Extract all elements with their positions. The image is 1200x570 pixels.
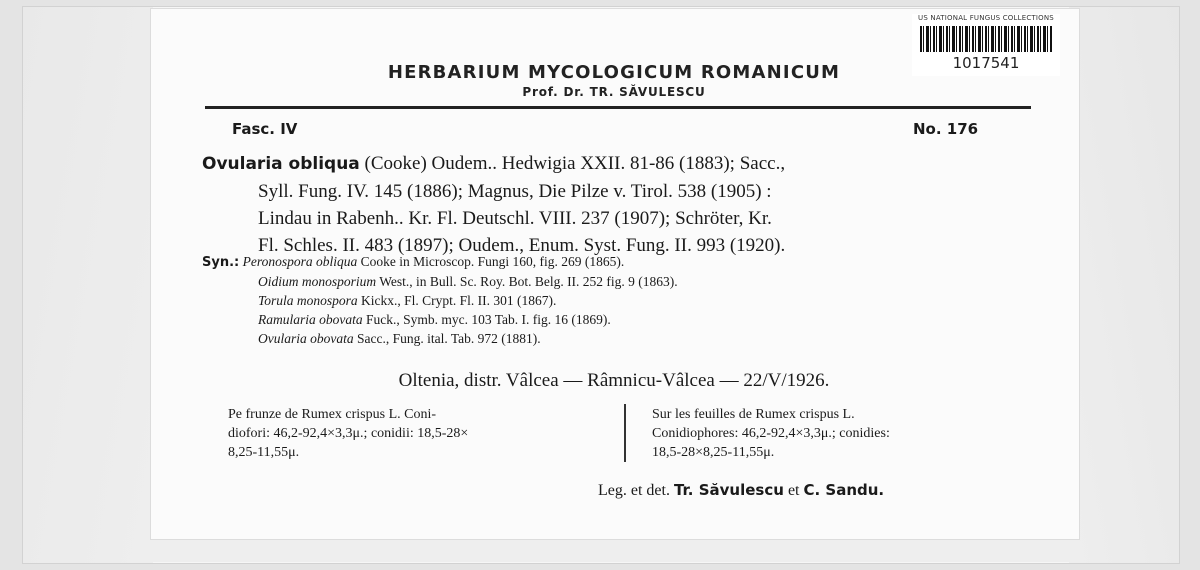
collector-joiner: et <box>783 482 804 499</box>
collector-prefix: Leg. et det. <box>598 482 674 499</box>
synonym-row <box>202 291 1002 310</box>
collector-line <box>598 481 884 500</box>
synonym-row <box>202 310 1002 329</box>
citation-line-2: Syll. Fung. IV. 145 (1886); Magnus, Die Pilze v. Tirol. 538 (1905) : <box>258 181 772 202</box>
header-rule <box>205 106 1031 109</box>
barcode-caption: US NATIONAL FUNGUS COLLECTIONS <box>918 14 1054 22</box>
synonym-ref: Cooke in Microscop. Fungi 160, fig. 269 (1865). <box>357 254 625 269</box>
locality-line: Oltenia, distr. Vâlcea — Râmnicu-Vâlcea — 22/V/1926. <box>398 370 830 391</box>
citation-text-1: (Cooke) Oudem.. Hedwigia XXII. 81-86 (1883); Sacc., <box>359 153 786 174</box>
synonym-name: Oidium monosporium <box>258 274 377 289</box>
description-ro-line-1: Pe frunze de Rumex crispus L. Coni- <box>228 407 437 422</box>
collector-name-1: Tr. Săvulescu <box>673 481 784 499</box>
envelope-right-flap <box>1069 7 1179 563</box>
synonym-name: Ramularia obovata <box>258 312 363 327</box>
herbarium-subtitle: Prof. Dr. TR. SĂVULESCU <box>522 85 706 99</box>
specimen-number: No. 176 <box>913 120 979 138</box>
description-romanian <box>228 405 598 462</box>
species-name: Ovularia obliqua <box>202 154 360 174</box>
citation-line-3: Lindau in Rabenh.. Kr. Fl. Deutschl. VIII. 237 (1907); Schröter, Kr. <box>258 208 772 229</box>
synonym-row <box>202 252 1002 272</box>
citation-line-4: Fl. Schles. II. 483 (1897); Oudem., Enum. Syst. Fung. II. 993 (1920). <box>258 235 786 256</box>
envelope-left-flap <box>23 7 153 563</box>
synonym-name: Peronospora obliqua <box>242 254 358 269</box>
synonym-ref: West., in Bull. Sc. Roy. Bot. Belg. II. 252 fig. 9 (1863). <box>376 274 678 289</box>
synonym-ref: Kickx., Fl. Crypt. Fl. II. 301 (1867). <box>357 293 557 308</box>
species-citation <box>202 150 1042 259</box>
description-fr-line-2: Conidiophores: 46,2-92,4×3,3μ.; conidies: <box>652 426 890 441</box>
synonym-name: Ovularia obovata <box>258 331 354 346</box>
barcode-icon <box>920 26 1052 52</box>
synonym-ref: Sacc., Fung. ital. Tab. 972 (1881). <box>353 331 541 346</box>
description-fr-line-1: Sur les feuilles de Rumex crispus L. <box>652 407 855 422</box>
column-divider <box>624 404 626 462</box>
description-french <box>652 405 1042 462</box>
collector-name-2: C. Sandu. <box>803 481 885 499</box>
synonyms-block <box>202 252 1002 348</box>
description-fr-line-3: 18,5-28×8,25-11,55μ. <box>652 445 775 460</box>
description-ro-line-2: diofori: 46,2-92,4×3,3μ.; conidii: 18,5-28× <box>228 426 469 441</box>
herbarium-title: HERBARIUM MYCOLOGICUM ROMANICUM <box>387 62 841 83</box>
synonym-ref: Fuck., Symb. myc. 103 Tab. I. fig. 16 (1869). <box>362 312 611 327</box>
fascicle-label: Fasc. IV <box>232 120 298 138</box>
citation-line-1 <box>202 150 1042 178</box>
synonym-row <box>202 329 1002 348</box>
synonym-name: Torula monospora <box>258 293 358 308</box>
description-ro-line-3: 8,25-11,55μ. <box>228 445 300 460</box>
synonyms-label: Syn.: <box>202 255 240 270</box>
barcode-number: 1017541 <box>952 54 1020 72</box>
synonym-row <box>202 272 1002 291</box>
